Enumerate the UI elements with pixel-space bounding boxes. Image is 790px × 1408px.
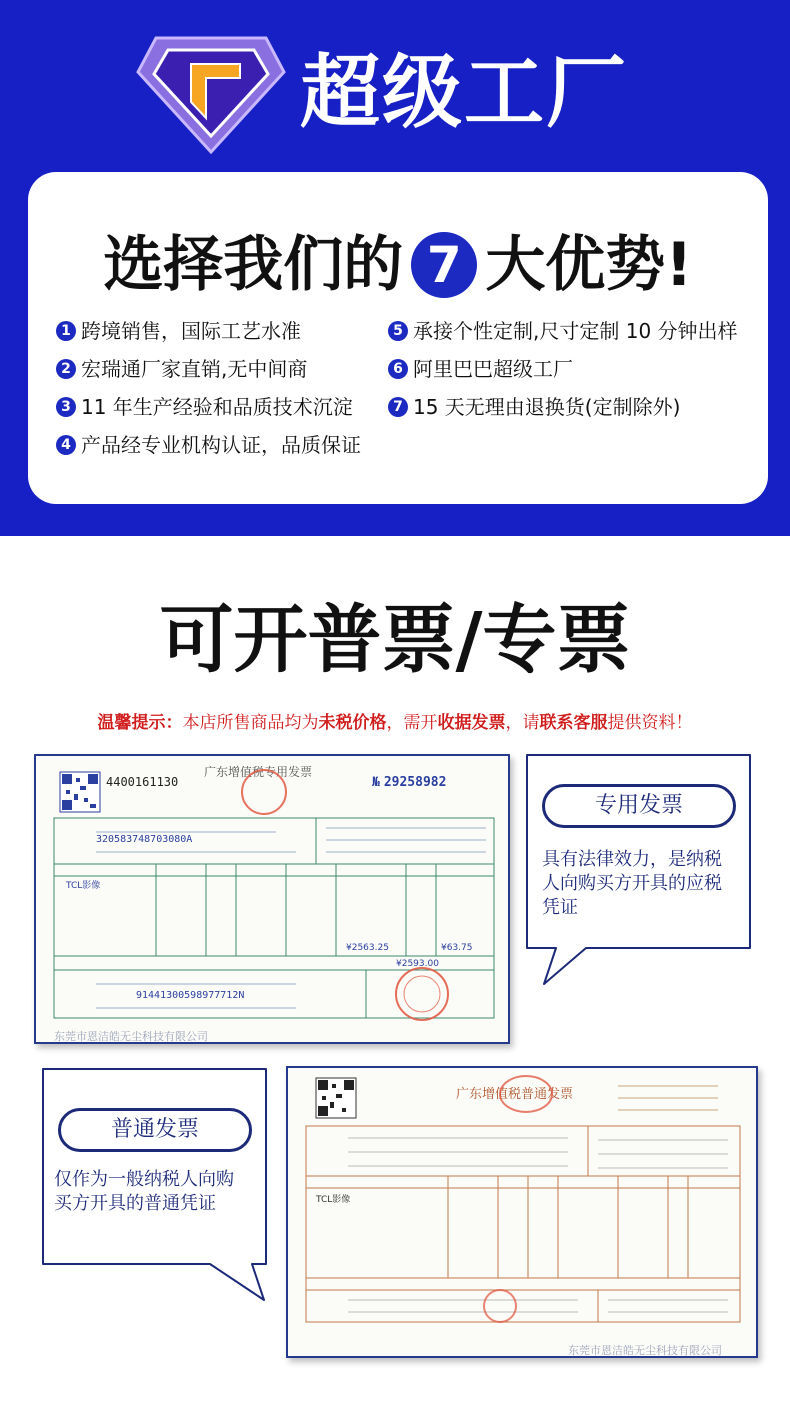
number-badge-icon: 6 xyxy=(388,359,408,379)
advantage-item-6 xyxy=(388,354,573,384)
invoice-title-text: 广东增值税专用发票 xyxy=(204,765,313,779)
special-invoice-label: 专用发票 xyxy=(542,784,736,828)
advantage-item-5 xyxy=(388,316,738,346)
number-badge-icon: 7 xyxy=(388,397,408,417)
invoice-title-text: 广东增值税普通发票 xyxy=(456,1087,574,1102)
invoice-code-text: 4400161130 xyxy=(106,775,179,789)
tip-emphasis: 未税价格 xyxy=(318,713,387,733)
special-invoice-drawing xyxy=(36,756,510,1044)
watermark-text: 东莞市恩洁皓无尘科技有限公司 xyxy=(568,1344,722,1357)
number-badge-icon: 4 xyxy=(56,435,76,455)
advantage-item-1 xyxy=(56,316,301,346)
special-invoice-desc-3: 凭证 xyxy=(542,897,578,918)
advantage-text: 11 年生产经验和品质技术沉淀 xyxy=(81,395,353,419)
ordinary-invoice-image xyxy=(286,1066,758,1358)
svg-text:TCL影像: TCL影像 xyxy=(66,881,101,891)
advantages-card xyxy=(28,172,768,504)
advantage-item-3 xyxy=(56,392,353,422)
tip-emphasis: 联系客服 xyxy=(539,713,608,733)
advantage-text: 15 天无理由退换货(定制除外) xyxy=(413,395,681,419)
special-invoice-callout xyxy=(526,754,752,986)
tip-text: 提供资料！ xyxy=(607,713,693,733)
tax-tip xyxy=(0,708,790,738)
svg-text:TCL影像: TCL影像 xyxy=(316,1195,351,1205)
watermark-text: 东莞市恩洁皓无尘科技有限公司 xyxy=(54,1030,208,1043)
ordinary-invoice-desc-1: 仅作为一般纳税人向购 xyxy=(54,1169,234,1190)
advantages-title-suffix: 大优势! xyxy=(485,230,693,301)
svg-text:№29258982: № 29258982 xyxy=(372,775,447,790)
advantages-title-prefix: 选择我们的 xyxy=(103,230,404,301)
svg-text:¥63.75: ¥63.75 xyxy=(441,943,473,953)
logo-row xyxy=(0,30,790,160)
company-seal-icon xyxy=(484,1290,516,1322)
advantage-item-2 xyxy=(56,354,307,384)
special-invoice-image xyxy=(34,754,510,1044)
brand-title: 超级工厂 xyxy=(300,46,628,139)
tip-emphasis: 收据发票 xyxy=(437,713,506,733)
advantages-count-badge: 7 xyxy=(411,232,477,298)
ordinary-invoice-desc-2: 买方开具的普通凭证 xyxy=(54,1193,216,1214)
tip-text: 本店所售商品均为 xyxy=(182,713,319,733)
tip-text: ，请 xyxy=(505,713,540,733)
svg-text:320583748703080A: 320583748703080A xyxy=(96,834,193,845)
svg-text:¥2563.25: ¥2563.25 xyxy=(346,943,389,953)
number-badge-icon: 5 xyxy=(388,321,408,341)
ordinary-invoice-label: 普通发票 xyxy=(58,1108,252,1152)
advantage-text: 阿里巴巴超级工厂 xyxy=(413,357,573,381)
top-banner xyxy=(0,0,790,536)
diamond-logo-icon xyxy=(136,32,286,154)
ordinary-invoice-drawing xyxy=(288,1068,758,1358)
svg-text:91441300598977712N: 91441300598977712N xyxy=(136,990,245,1001)
ordinary-invoice-callout xyxy=(42,1068,268,1302)
advantages-title xyxy=(28,222,768,302)
advantage-text: 跨境销售，国际工艺水准 xyxy=(81,319,301,343)
advantage-item-7 xyxy=(388,392,680,422)
advantage-text: 承接个性定制,尺寸定制 10 分钟出样 xyxy=(413,319,738,343)
advantage-text: 宏瑞通厂家直销,无中间商 xyxy=(81,357,308,381)
svg-text:¥2593.00: ¥2593.00 xyxy=(396,959,439,969)
special-invoice-desc-2: 人向购买方开具的应税 xyxy=(542,873,722,894)
special-invoice-desc-1: 具有法律效力，是纳税 xyxy=(542,849,722,870)
advantage-text: 产品经专业机构认证，品质保证 xyxy=(81,433,361,457)
number-badge-icon: 1 xyxy=(56,321,76,341)
number-badge-icon: 2 xyxy=(56,359,76,379)
advantage-item-4 xyxy=(56,430,361,460)
invoice-section-title: 可开普票/专票 xyxy=(159,597,631,683)
tip-text: ，需开 xyxy=(386,713,438,733)
tip-prefix: 温馨提示： xyxy=(97,713,183,733)
number-badge-icon: 3 xyxy=(56,397,76,417)
